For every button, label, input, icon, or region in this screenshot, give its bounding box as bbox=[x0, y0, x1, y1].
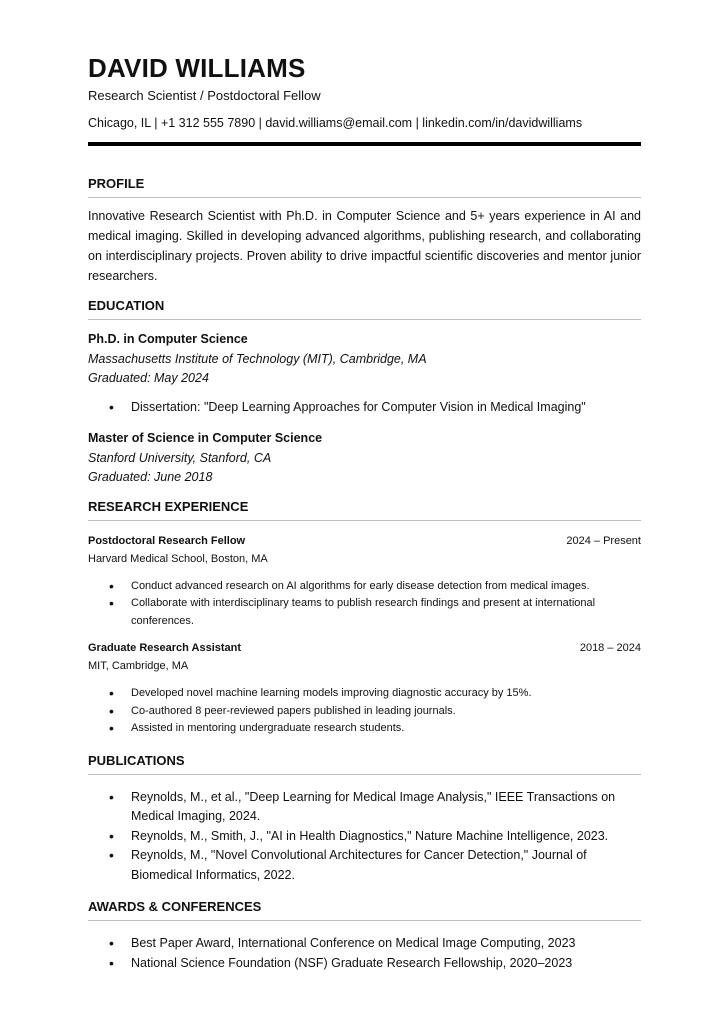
candidate-name: DAVID WILLIAMS bbox=[88, 53, 306, 83]
job-bullets bbox=[88, 578, 641, 631]
awards-section bbox=[88, 899, 641, 973]
job-title: Postdoctoral Research Fellow bbox=[88, 534, 246, 547]
section-heading: PROFILE bbox=[88, 176, 145, 191]
awards-list bbox=[88, 934, 641, 973]
job-organization: Harvard Medical School, Boston, MA bbox=[88, 552, 268, 565]
list-item: • Reynolds, M., et al., "Deep Learning for Medical Image Analysis," IEEE Transactions on Medical Imaging, 2024. bbox=[88, 788, 641, 827]
list-item: • Developed novel machine learning models improving diagnostic accuracy by 15%. bbox=[88, 685, 641, 703]
contact-line: Chicago, IL | +1 312 555 7890 | david.williams@email.com | linkedin.com/in/davidwilliams bbox=[88, 116, 583, 130]
section-divider bbox=[88, 197, 641, 198]
publications-section bbox=[88, 753, 641, 886]
resume-header bbox=[88, 52, 641, 146]
header-divider bbox=[88, 142, 641, 146]
degree: Master of Science in Computer Science bbox=[88, 431, 323, 445]
list-item: • Reynolds, M., "Novel Convolutional Architectures for Cancer Detection," Journal of Biomedical Informatics, 2022. bbox=[88, 846, 641, 885]
job-header bbox=[88, 640, 641, 656]
education-entry bbox=[88, 429, 641, 488]
section-heading: EDUCATION bbox=[88, 298, 165, 313]
section-heading: PUBLICATIONS bbox=[88, 752, 185, 768]
job-dates: 2024 – Present bbox=[566, 534, 641, 547]
job-title: Graduate Research Assistant bbox=[88, 642, 242, 654]
list-item: • Conduct advanced research on AI algorithms for early disease detection from medical images. bbox=[88, 578, 641, 596]
education-bullets bbox=[88, 398, 641, 418]
job-bullets bbox=[88, 685, 641, 738]
section-divider bbox=[88, 774, 641, 775]
list-item: • Assisted in mentoring undergraduate research students. bbox=[88, 720, 641, 738]
institution: Massachusetts Institute of Technology (MIT), Cambridge, MA bbox=[88, 351, 427, 366]
list-item: • Dissertation: "Deep Learning Approaches for Computer Vision in Medical Imaging" bbox=[88, 398, 641, 418]
list-item: • Collaborate with interdisciplinary teams to publish research findings and present at international conferences. bbox=[88, 595, 641, 630]
experience-section bbox=[88, 499, 641, 738]
section-divider bbox=[88, 520, 641, 521]
graduation-date: Graduated: May 2024 bbox=[88, 371, 209, 385]
education-section bbox=[88, 298, 641, 488]
section-divider bbox=[88, 920, 641, 921]
job-header bbox=[88, 533, 641, 549]
list-item: • Reynolds, M., Smith, J., "AI in Health Diagnostics," Nature Machine Intelligence, 2023. bbox=[88, 827, 641, 847]
institution: Stanford University, Stanford, CA bbox=[88, 450, 272, 465]
job-entry bbox=[88, 640, 641, 738]
job-entry bbox=[88, 533, 641, 631]
list-item: • Best Paper Award, International Conference on Medical Image Computing, 2023 bbox=[88, 934, 641, 954]
section-heading: AWARDS & CONFERENCES bbox=[88, 899, 262, 914]
job-organization: MIT, Cambridge, MA bbox=[88, 660, 189, 672]
publication-list bbox=[88, 788, 641, 886]
profile-section bbox=[88, 176, 641, 286]
education-entry bbox=[88, 330, 641, 417]
job-dates: 2018 – 2024 bbox=[579, 642, 641, 654]
section-divider bbox=[88, 319, 641, 320]
section-heading: RESEARCH EXPERIENCE bbox=[88, 498, 249, 514]
candidate-title: Research Scientist / Postdoctoral Fellow bbox=[88, 88, 321, 103]
profile-text: Innovative Research Scientist with Ph.D. in Computer Science and 5+ years experience in AI and medical imaging. Skilled in developing advanced algorithms, publishing research, and collaborating on interdisciplinary projects. Proven ability to drive impactful scientific discoveries and mentor junior researchers. bbox=[88, 209, 641, 283]
list-item: • National Science Foundation (NSF) Graduate Research Fellowship, 2020–2023 bbox=[88, 954, 641, 974]
resume-page bbox=[88, 52, 641, 973]
graduation-date: Graduated: June 2018 bbox=[88, 470, 213, 484]
degree: Ph.D. in Computer Science bbox=[88, 332, 248, 346]
list-item: • Co-authored 8 peer-reviewed papers published in leading journals. bbox=[88, 703, 641, 721]
